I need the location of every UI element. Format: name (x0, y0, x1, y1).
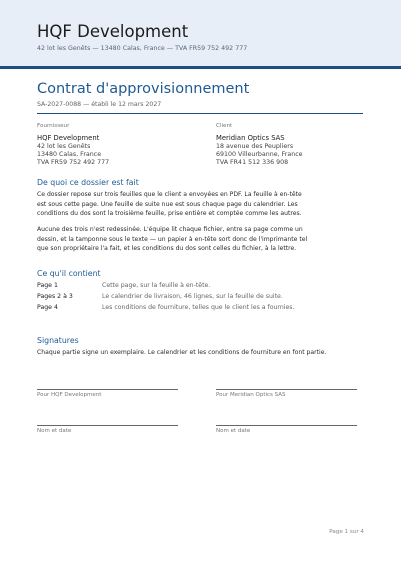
contents-pages: Page 1 (37, 282, 58, 289)
contents-description: Le calendrier de livraison, 46 lignes, sur la feuille de suite. (102, 293, 283, 300)
text-line: que son propriétaire l'a fait, et les conditions du dos sont celles du fichier, à la lettre. (37, 245, 297, 252)
client-block (216, 123, 376, 167)
text-line: Chaque partie signe un exemplaire. Le calendrier et les conditions de fourniture en font partie. (37, 349, 327, 356)
supplier-address-line: 13480 Calas, France (37, 150, 102, 158)
document-title: Contrat d'approvisionnement (37, 81, 250, 97)
text-line: conditions du dos sont la troisième feuille, prise entière et comptée comme les autres. (37, 210, 302, 217)
supplier-name: HQF Development (37, 134, 100, 142)
client-date-label: Nom et date (216, 428, 251, 434)
contents-heading: Ce qu'il contient (37, 269, 101, 278)
company-address: 42 lot les Genêts — 13480 Calas, France — TVA FR59 752 492 777 (37, 45, 248, 52)
contents-description: Cette page, sur la feuille à en-tête. (102, 282, 211, 289)
contents-description: Les conditions de fourniture, telles que le client les a fournies. (102, 304, 295, 311)
about-paragraph-2 (37, 225, 367, 254)
supplier-vat: TVA FR59 752 492 777 (37, 158, 110, 166)
about-heading: De quoi ce dossier est fait (37, 178, 139, 187)
signatures-heading: Signatures (37, 336, 79, 345)
page-number: Page 1 sur 4 (329, 529, 364, 535)
supplier-address-line: 42 lot les Genêts (37, 142, 91, 150)
client-date-line (216, 425, 357, 426)
text-line: Aucune des trois n'est redessinée. L'équipe lit chaque fichier, entre sa page comme un (37, 226, 303, 233)
text-line: dessin, et la tamponne sous le texte — un papier à en-tête sort donc de l'imprimante tel (37, 235, 308, 243)
supplier-date-label: Nom et date (37, 428, 72, 434)
company-name: HQF Development (37, 22, 189, 41)
title-divider (37, 113, 363, 114)
supplier-signature-label: Pour HQF Development (37, 392, 102, 398)
client-vat: TVA FR41 512 336 908 (216, 158, 289, 166)
contents-pages: Page 4 (37, 304, 58, 311)
supplier-date-line (37, 425, 178, 426)
client-name: Meridian Optics SAS (216, 134, 285, 142)
about-paragraph-1 (37, 190, 367, 219)
client-address-line: 69100 Villeurbanne, France (216, 150, 303, 158)
document-reference: SA-2027-0088 — établi le 12 mars 2027 (37, 101, 162, 108)
letterhead (0, 0, 401, 69)
client-role: Client (216, 123, 233, 129)
supplier-block (37, 123, 197, 167)
contents-pages: Pages 2 à 3 (37, 293, 73, 300)
client-signature-line (216, 389, 357, 390)
client-address-line: 18 avenue des Peupliers (216, 142, 294, 150)
supplier-role: Fournisseur (37, 123, 70, 129)
text-line: est sous cette page. Une feuille de suite nue est sous chaque page du calendrier. Les (37, 200, 298, 208)
text-line: Ce dossier repose sur trois feuilles que le client a envoyées en PDF. La feuille à en-tête (37, 191, 302, 198)
supplier-signature-line (37, 389, 178, 390)
signatures-text (37, 348, 367, 358)
client-signature-label: Pour Meridian Optics SAS (216, 392, 286, 398)
